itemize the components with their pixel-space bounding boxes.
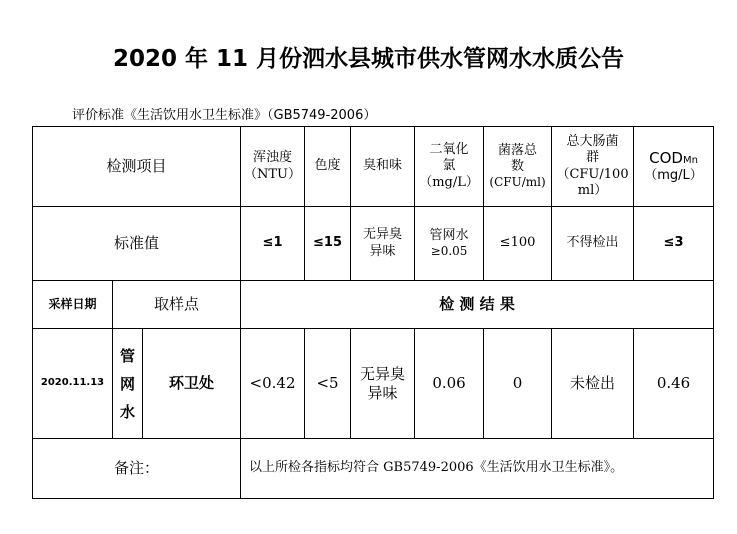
- evaluation-standard: 评价标准《生活饮用水卫生标准》（GB5749-2006）: [72, 108, 377, 123]
- water-quality-table: [32, 126, 714, 499]
- standard-chlorine: 管网水 ≥0.05: [415, 207, 484, 281]
- note-label: 备注：: [33, 439, 241, 499]
- sample-date: 2020.11.13: [33, 329, 113, 439]
- header-item: 检测项目: [33, 127, 241, 207]
- standard-bacteria: ≤100: [484, 207, 552, 281]
- standard-cod: ≤3: [634, 207, 714, 281]
- result-odor: 无异臭 异味: [351, 329, 415, 439]
- header-cod: CODMn （mg/L）: [634, 127, 714, 207]
- sample-point: 环卫处: [143, 329, 241, 439]
- sample-header-row: [33, 281, 714, 329]
- result-turbidity: <0.42: [241, 329, 305, 439]
- standard-label: 标准值: [33, 207, 241, 281]
- sample-point-header: 取样点: [113, 281, 241, 329]
- note-row: [33, 439, 714, 499]
- header-turbidity: 浑浊度 （NTU）: [241, 127, 305, 207]
- result-cod: 0.46: [634, 329, 714, 439]
- sample-row: [33, 329, 714, 439]
- header-bacteria: 菌落总 数 (CFU/ml): [484, 127, 552, 207]
- result-bacteria: 0: [484, 329, 552, 439]
- result-chlorine: 0.06: [415, 329, 484, 439]
- standard-color: ≤15: [305, 207, 351, 281]
- result-coliform: 未检出: [552, 329, 634, 439]
- sample-date-header: 采样日期: [33, 281, 113, 329]
- header-color: 色度: [305, 127, 351, 207]
- standard-odor: 无异臭 异味: [351, 207, 415, 281]
- result-color: <5: [305, 329, 351, 439]
- water-type: 管 网 水: [113, 329, 143, 439]
- header-row: [33, 127, 714, 207]
- standard-coliform: 不得检出: [552, 207, 634, 281]
- standard-row: [33, 207, 714, 281]
- result-header: 检 测 结 果: [241, 281, 714, 329]
- note-text: 以上所检各指标均符合 GB5749-2006《生活饮用水卫生标准》。: [241, 439, 714, 499]
- header-odor: 臭和味: [351, 127, 415, 207]
- header-coliform: 总大肠菌 群 （CFU/100 ml）: [552, 127, 634, 207]
- standard-turbidity: ≤1: [241, 207, 305, 281]
- header-chlorine: 二氧化 氯 （mg/L）: [415, 127, 484, 207]
- page-title: 2020 年 11 月份泗水县城市供水管网水水质公告: [112, 46, 625, 72]
